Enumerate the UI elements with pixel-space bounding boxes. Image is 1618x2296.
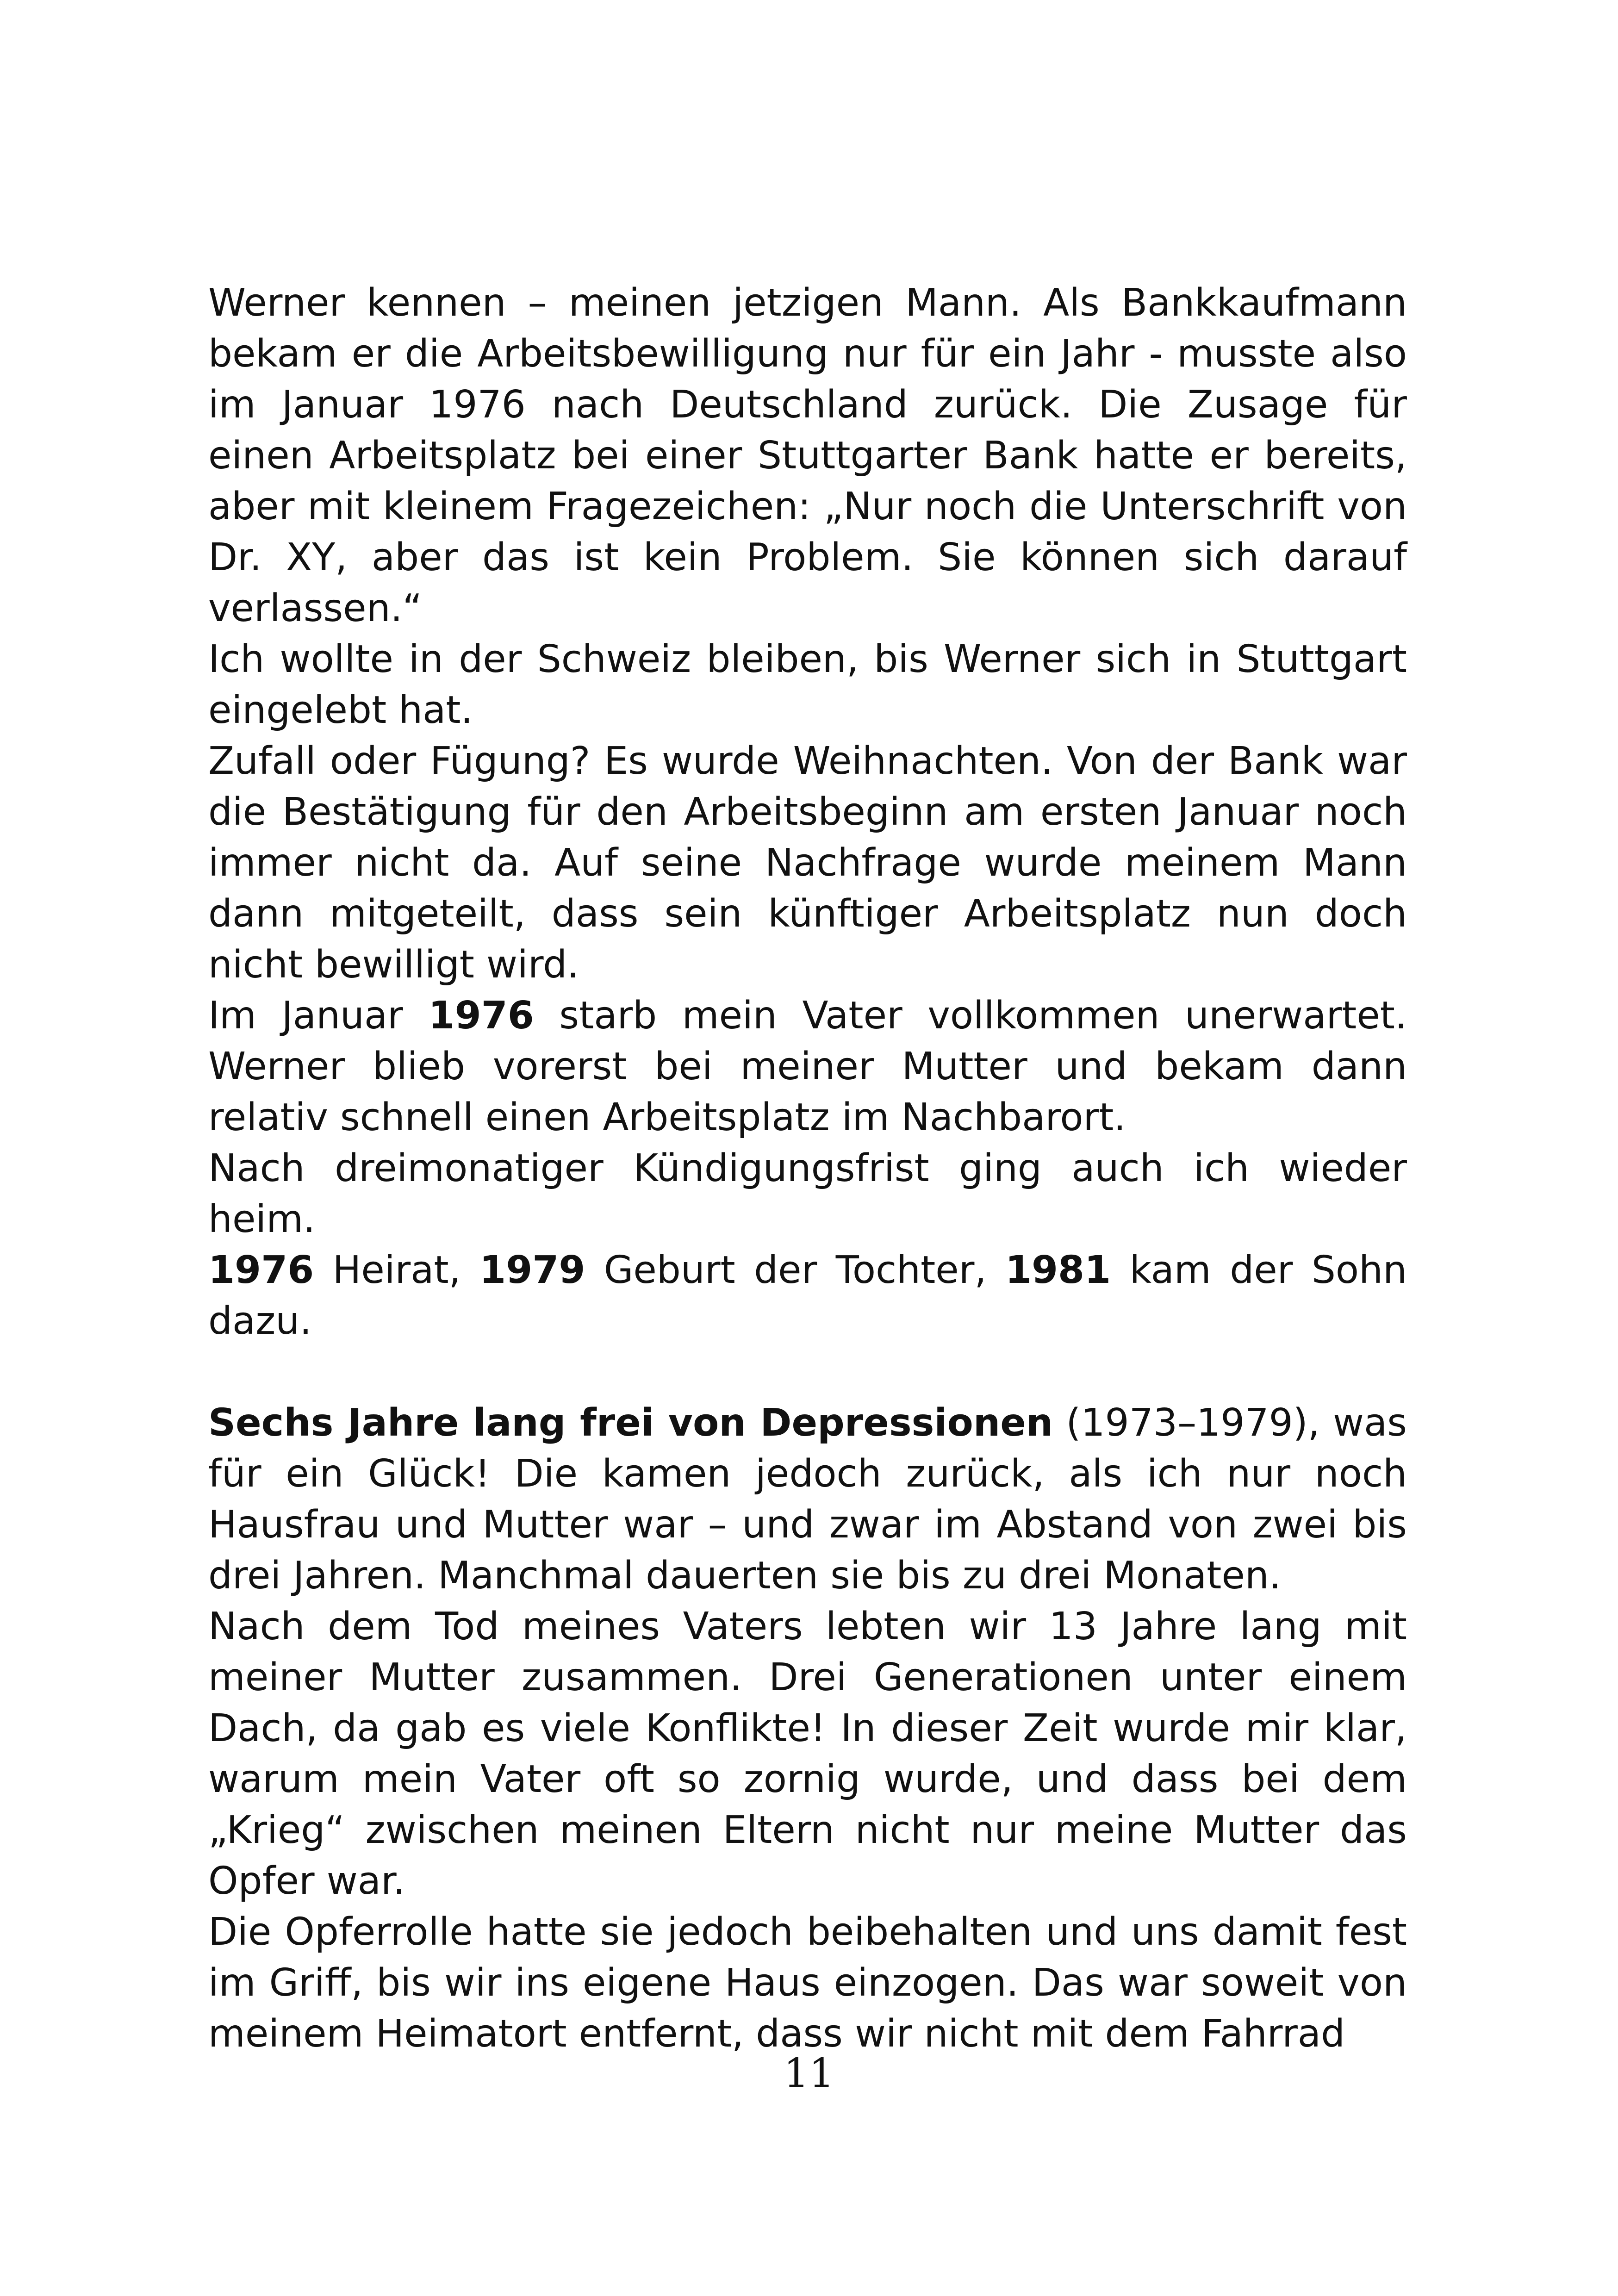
- text-run: kam der Sohn dazu.: [208, 1248, 1407, 1343]
- text-run: Nach dem Tod meines Vaters lebten wir 13 Jahre lang mit meiner Mutter zusammen. Drei Generationen unter einem Dach, da gab es viele Konflikte! In dieser Zeit wurde mir klar, warum mein Vater oft so zornig wurde, und dass bei dem „Krieg“ zwischen meinen Eltern nicht nur meine Mutter das Opfer war.: [208, 1605, 1407, 1903]
- text-run: (1973–1979), was für ein Glück! Die kamen jedoch zurück, als ich nur noch Hausfrau und Mutter war – und zwar im Abstand von zwei bis drei Jahren. Manchmal dauerten sie bis zu drei Monaten.: [208, 1401, 1407, 1598]
- paragraph-8: [208, 1601, 1407, 1907]
- text-run: Nach dreimonatiger Kündigungsfrist ging auch ich wieder heim.: [208, 1146, 1407, 1241]
- paragraph-5: [208, 1143, 1407, 1245]
- paragraph-1: [208, 278, 1407, 634]
- text-run: Geburt der Tochter,: [585, 1248, 1005, 1292]
- bold-year: 1976: [208, 1248, 314, 1292]
- bold-heading-run: Sechs Jahre lang frei von Depressionen: [208, 1401, 1053, 1445]
- text-run: Werner kennen – meinen jetzigen Mann. Als Bankkaufmann bekam er die Arbeitsbewilligung nur für ein Jahr - musste also im Januar 1976 nach Deutschland zurück. Die Zusage für einen Arbeitsplatz bei einer Stuttgarter Bank hatte er bereits, aber mit kleinem Fragezeichen: „Nur noch die Unterschrift von Dr. XY, aber das ist kein Problem. Sie können sich darauf verlassen.“: [208, 281, 1407, 630]
- text-run: starb mein Vater vollkommen unerwartet. Werner blieb vorerst bei meiner Mutter und bekam dann relativ schnell einen Arbeitsplatz im Nachbarort.: [208, 994, 1407, 1139]
- paragraph-6: [208, 1245, 1407, 1347]
- bold-year: 1981: [1005, 1248, 1111, 1292]
- text-run: Im Januar: [208, 994, 429, 1038]
- text-run: Ich wollte in der Schweiz bleiben, bis Werner sich in Stuttgart eingelebt hat.: [208, 637, 1407, 732]
- paragraph-3: [208, 736, 1407, 990]
- page-number: 11: [784, 2050, 834, 2097]
- paragraph-4: [208, 990, 1407, 1143]
- text-run: Zufall oder Fügung? Es wurde Weihnachten. Von der Bank war die Bestätigung für den Arbeitsbeginn am ersten Januar noch immer nicht da. Auf seine Nachfrage wurde meinem Mann dann mitgeteilt, dass sein künftiger Arbeitsplatz nun doch nicht bewilligt wird.: [208, 739, 1407, 987]
- body-text: [208, 278, 1407, 2060]
- paragraph-2: [208, 634, 1407, 736]
- paragraph-7: [208, 1398, 1407, 1601]
- text-run: Die Opferrolle hatte sie jedoch beibehalten und uns damit fest im Griff, bis wir ins eigene Haus einzogen. Das war soweit von meinem Heimatort entfernt, dass wir nicht mit dem Fahrrad: [208, 1910, 1407, 2056]
- text-run: Heirat,: [314, 1248, 480, 1292]
- bold-year: 1979: [479, 1248, 585, 1292]
- paragraph-9: [208, 1907, 1407, 2060]
- bold-year: 1976: [428, 994, 534, 1038]
